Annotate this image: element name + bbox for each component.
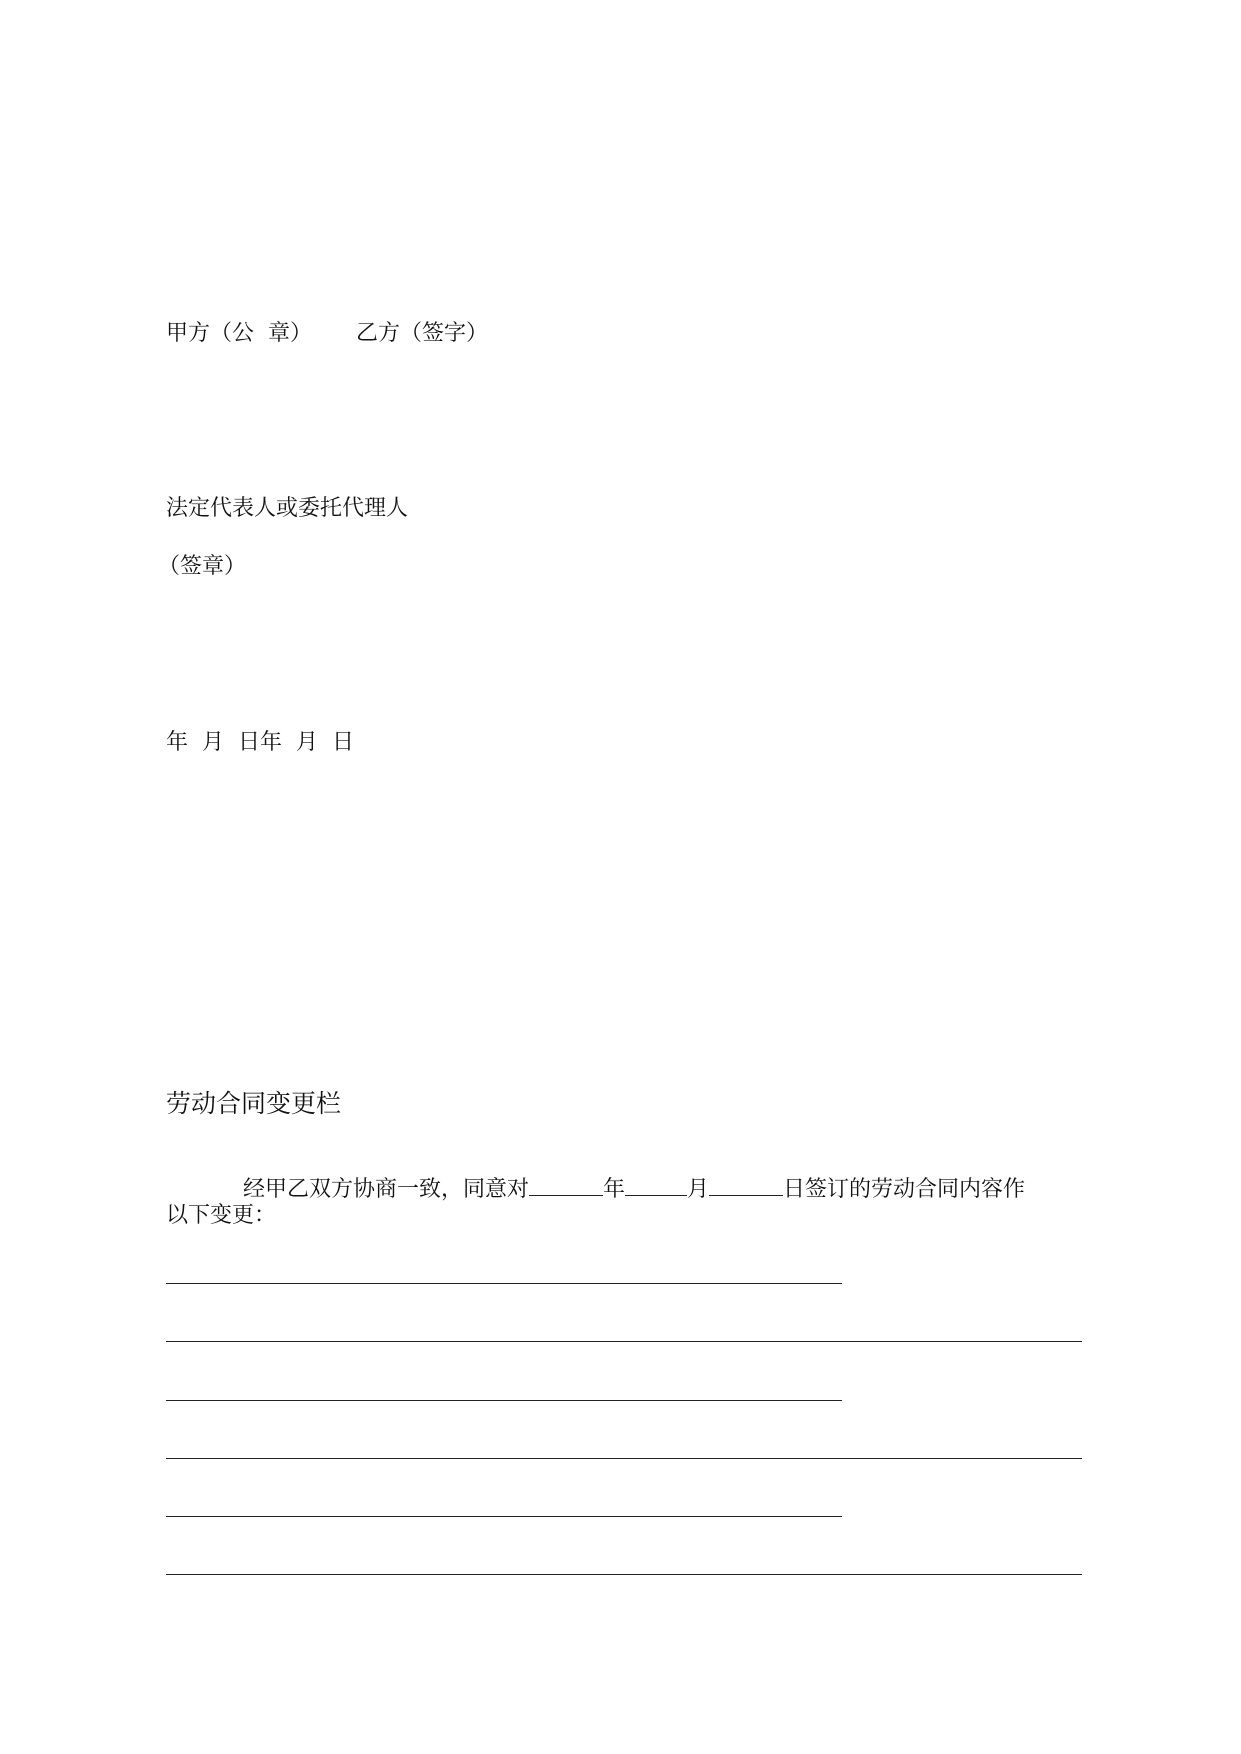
blank-line-3[interactable] <box>166 1400 842 1401</box>
amendment-intro-line2: 以下变更： <box>166 1203 277 1228</box>
legal-rep-label: 法定代表人或委托代理人 <box>166 496 409 521</box>
blank-line-5[interactable] <box>166 1516 842 1517</box>
month-blank[interactable] <box>625 1173 687 1196</box>
blank-line-4[interactable] <box>166 1458 1082 1459</box>
day-blank[interactable] <box>709 1173 783 1196</box>
intro-text: 经甲乙双方协商一致，同意对 <box>243 1177 530 1202</box>
blank-line-2[interactable] <box>166 1341 1082 1342</box>
blank-line-6[interactable] <box>166 1574 1082 1575</box>
amendment-title: 劳动合同变更栏 <box>166 1089 342 1118</box>
year-label: 年 <box>603 1177 626 1202</box>
month-label: 月 <box>687 1177 710 1202</box>
party-b-label: 乙方（签字） <box>356 321 489 346</box>
blank-line-1[interactable] <box>166 1283 842 1284</box>
party-a-label: 甲方（公 章） <box>166 321 312 346</box>
date-line: 年 月 日年 月 日 <box>166 730 354 755</box>
seal-label: （签章） <box>158 554 247 579</box>
year-blank[interactable] <box>529 1173 603 1196</box>
amendment-intro <box>229 1143 1025 1205</box>
day-suffix-text: 日签订的劳动合同内容作 <box>783 1177 1026 1202</box>
